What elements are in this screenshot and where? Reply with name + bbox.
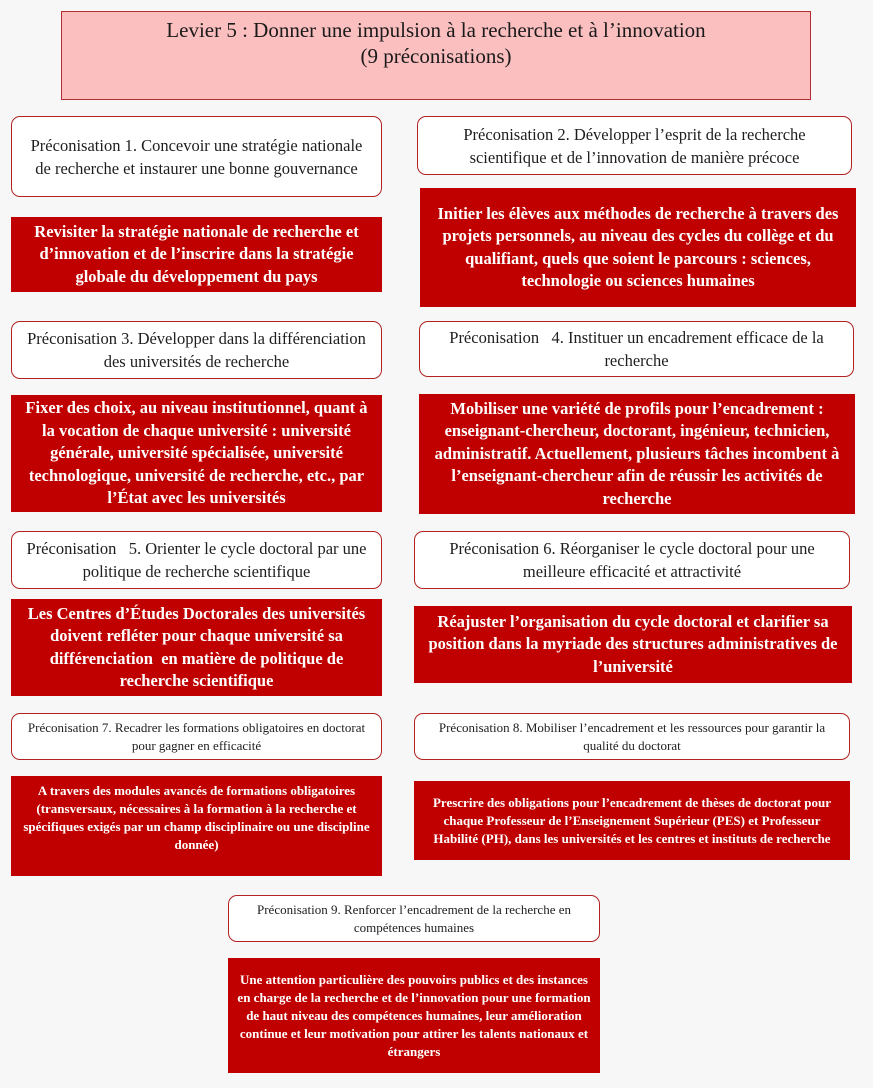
preconisation-1-text: Préconisation 1. Concevoir une stratégie nationale de recherche et instaurer une bonne gouvernance xyxy=(30,135,363,178)
preconisation-5-text: Préconisation 5. Orienter le cycle doctoral par une politique de recherche scientifique xyxy=(26,539,371,581)
action-9-text: Une attention particulière des pouvoirs publics et des instances en charge de la recherche et de l’innovation pour une formation de haut niveau des compétences humaines, leur amélioration continue et leur motivation pour attirer les talents nationaux et étrangers xyxy=(237,971,591,1059)
action-4-box xyxy=(419,394,855,514)
preconisation-8-text: Préconisation 8. Mobiliser l’encadrement et les ressources pour garantir la qualité du doctorat xyxy=(438,719,826,753)
preconisation-4-text: Préconisation 4. Instituer un encadrement efficace de la recherche xyxy=(449,328,828,370)
action-8-box xyxy=(414,781,850,860)
action-7-box xyxy=(11,776,382,876)
action-9-box xyxy=(228,958,600,1073)
preconisation-3-box xyxy=(11,321,382,379)
preconisation-2-text: Préconisation 2. Développer l’esprit de la recherche scientifique et de l’innovation de manière précoce xyxy=(463,124,806,167)
lever-subtitle: (9 préconisations) xyxy=(360,44,512,68)
preconisation-7-text: Préconisation 7. Recadrer les formations obligatoires en doctorat pour gagner en efficacité xyxy=(27,719,366,753)
preconisation-7-box xyxy=(11,713,382,760)
preconisation-6-text: Préconisation 6. Réorganiser le cycle doctoral pour une meilleure efficacité et attractivité xyxy=(449,539,815,581)
preconisation-2-box xyxy=(417,116,852,175)
action-3-text: Fixer des choix, au niveau institutionnel, quant à la vocation de chaque université : université générale, université spécialisée, université technologique, université de recherche, etc., par l’État avec les universités xyxy=(25,398,368,508)
preconisation-4-box xyxy=(419,321,854,377)
preconisation-9-box xyxy=(228,895,600,942)
action-7-text: A travers des modules avancés de formations obligatoires (transversaux, nécessaires à la formation à la recherche et spécifiques exigés par un champ disciplinaire ou une discipline donnée) xyxy=(23,783,370,852)
preconisation-5-box xyxy=(11,531,382,589)
action-5-box xyxy=(11,599,382,696)
action-6-box xyxy=(414,606,852,683)
action-1-text: Revisiter la stratégie nationale de recherche et d’innovation et de l’inscrire dans la stratégie globale du développement du pays xyxy=(34,221,359,286)
action-6-text: Réajuster l’organisation du cycle doctoral et clarifier sa position dans la myriade des structures administratives de l’université xyxy=(428,611,838,676)
action-8-text: Prescrire des obligations pour l’encadrement de thèses de doctorat pour chaque Professeur de l’Enseignement Supérieur (PES) et Professeur Habilité (PH), dans les universités et les centres et instituts de recherche xyxy=(432,794,832,846)
preconisation-8-box xyxy=(414,713,850,760)
preconisation-3-text: Préconisation 3. Développer dans la différenciation des universités de recherche xyxy=(27,329,366,371)
preconisation-1-box xyxy=(11,116,382,197)
action-2-box xyxy=(420,188,856,307)
action-1-box xyxy=(11,217,382,292)
action-3-box xyxy=(11,395,382,512)
action-2-text: Initier les élèves aux méthodes de recherche à travers des projets personnels, au niveau des cycles du collège et du qualifiant, quels que soient le parcours : sciences, technologie ou sciences humaines xyxy=(437,203,839,290)
lever-title-box xyxy=(61,11,811,100)
preconisation-6-box xyxy=(414,531,850,589)
lever-title: Levier 5 : Donner une impulsion à la recherche et à l’innovation xyxy=(166,18,706,42)
action-5-text: Les Centres d’Études Doctorales des universités doivent refléter pour chaque université sa différenciation en matière de politique de recherche scientifique xyxy=(27,603,370,690)
action-4-text: Mobiliser une variété de profils pour l’encadrement : enseignant-chercheur, doctorant, ingénieur, technicien, administratif. Actuellement, plusieurs tâches incombent à l’enseignant-chercheur afin de réussir les activités de recherche xyxy=(434,398,840,508)
preconisation-9-text: Préconisation 9. Renforcer l’encadrement de la recherche en compétences humaines xyxy=(256,901,571,935)
